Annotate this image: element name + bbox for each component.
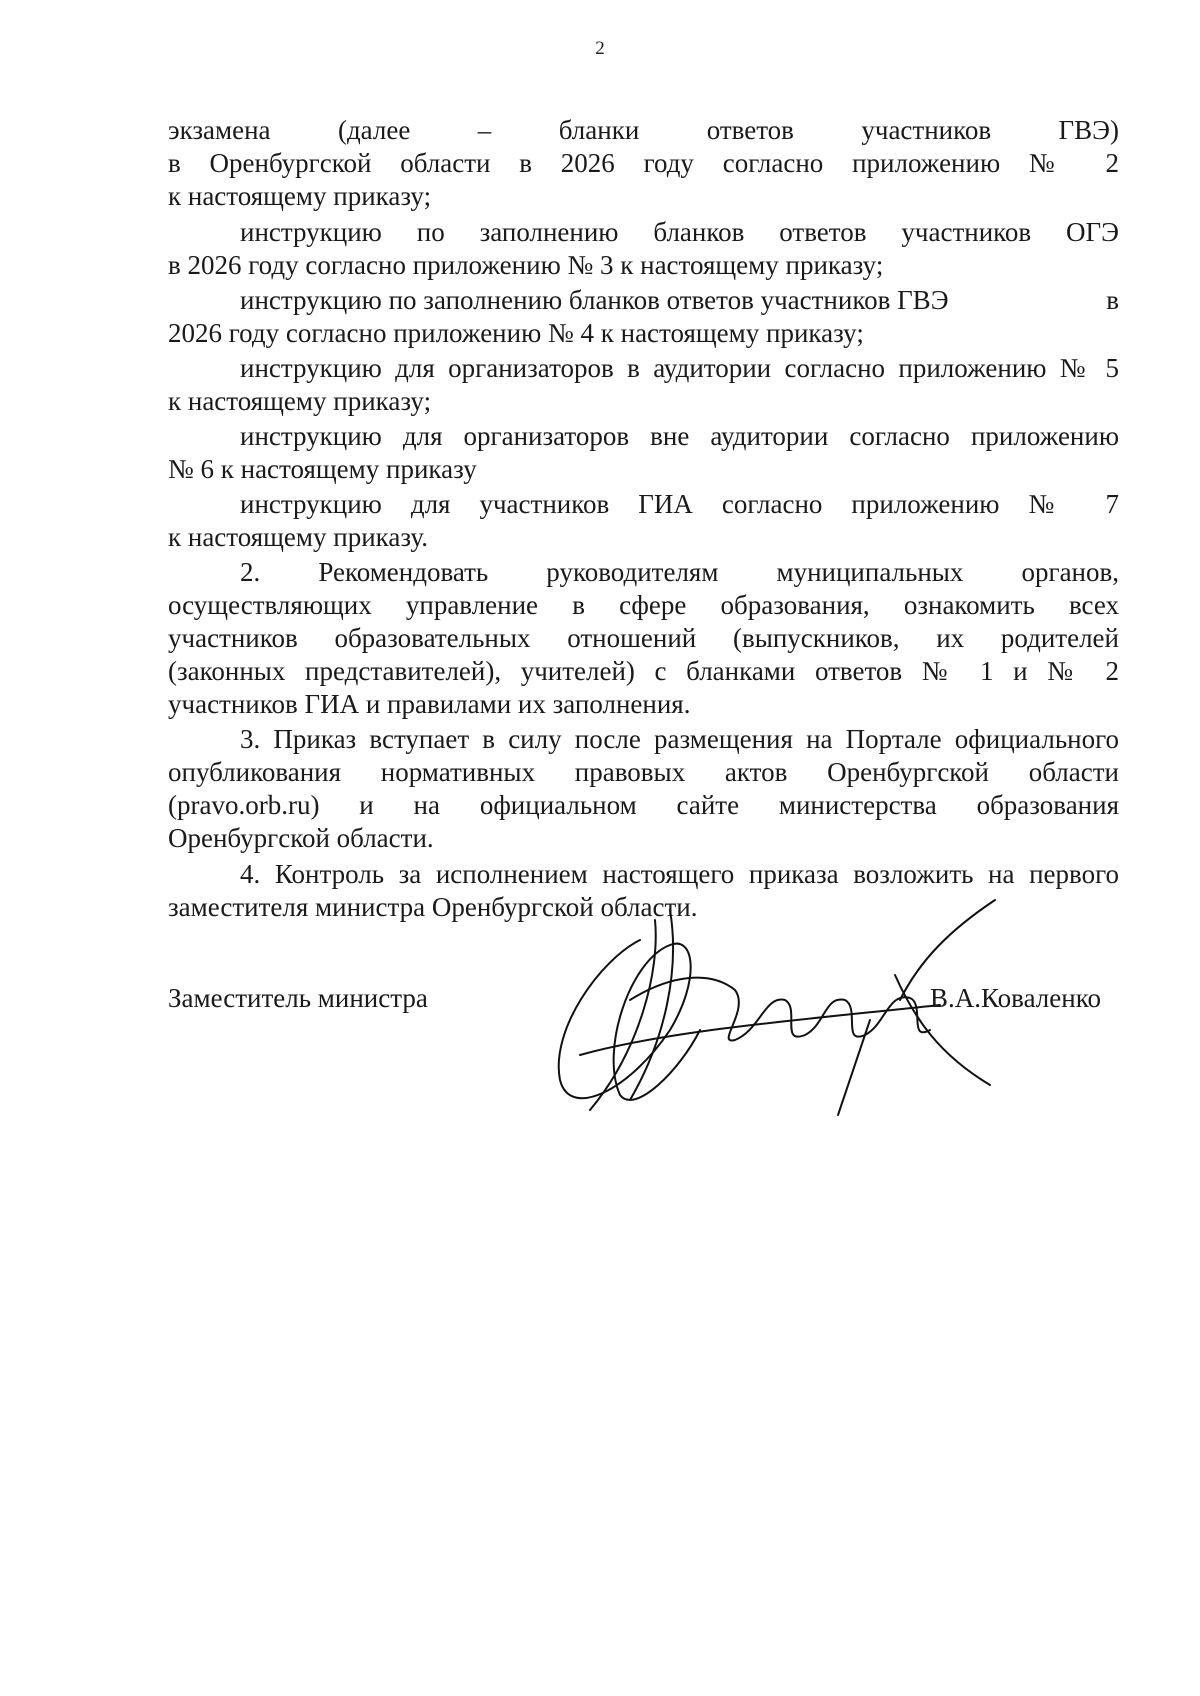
- signatory-name: В.А.Коваленко: [930, 983, 1101, 1013]
- text-line: заместителя министра Оренбургской области.: [168, 892, 698, 922]
- page-number: 2: [595, 38, 605, 59]
- text-line: осуществляющих управление в сфере образования, ознакомить всех: [168, 590, 1119, 620]
- text-line: 3. Приказ вступает в силу после размещения на Портале официального: [240, 724, 1119, 754]
- text-line: инструкцию для участников ГИА согласно приложению № 7: [240, 489, 1119, 519]
- text-line: 2026 году согласно приложению № 4 к настоящему приказу;: [168, 318, 864, 348]
- text-line: инструкцию для организаторов вне аудитории согласно приложению: [240, 421, 1119, 451]
- text-line: в: [1106, 285, 1119, 315]
- text-line: 4. Контроль за исполнением настоящего приказа возложить на первого: [240, 859, 1119, 889]
- text-line: опубликования нормативных правовых актов Оренбургской области: [168, 757, 1119, 787]
- text-line: к настоящему приказу;: [168, 386, 432, 416]
- text-line: к настоящему приказу.: [168, 522, 428, 552]
- text-line: инструкцию для организаторов в аудитории согласно приложению № 5: [240, 353, 1119, 383]
- signatory-title: Заместитель министра: [168, 983, 428, 1013]
- text-line: участников ГИА и правилами их заполнения.: [168, 689, 691, 719]
- text-line: (законных представителей), учителей) с бланками ответов № 1 и № 2: [168, 656, 1119, 686]
- text-line: инструкцию по заполнению бланков ответов участников ГВЭ: [240, 285, 949, 315]
- text-line: в 2026 году согласно приложению № 3 к настоящему приказу;: [168, 250, 884, 280]
- text-line: (pravo.orb.ru) и на официальном сайте министерства образования: [168, 790, 1119, 820]
- text-line: № 6 к настоящему приказу: [168, 454, 477, 484]
- text-line: к настоящему приказу;: [168, 181, 432, 211]
- text-line: в Оренбургской области в 2026 году согласно приложению № 2: [168, 148, 1119, 178]
- text-line: инструкцию по заполнению бланков ответов участников ОГЭ: [240, 217, 1119, 247]
- text-line: участников образовательных отношений (выпускников, их родителей: [168, 623, 1119, 653]
- text-line: экзамена (далее – бланки ответов участников ГВЭ): [168, 115, 1119, 145]
- text-line: Оренбургской области.: [168, 823, 434, 853]
- text-line: 2. Рекомендовать руководителям муниципальных органов,: [240, 557, 1119, 587]
